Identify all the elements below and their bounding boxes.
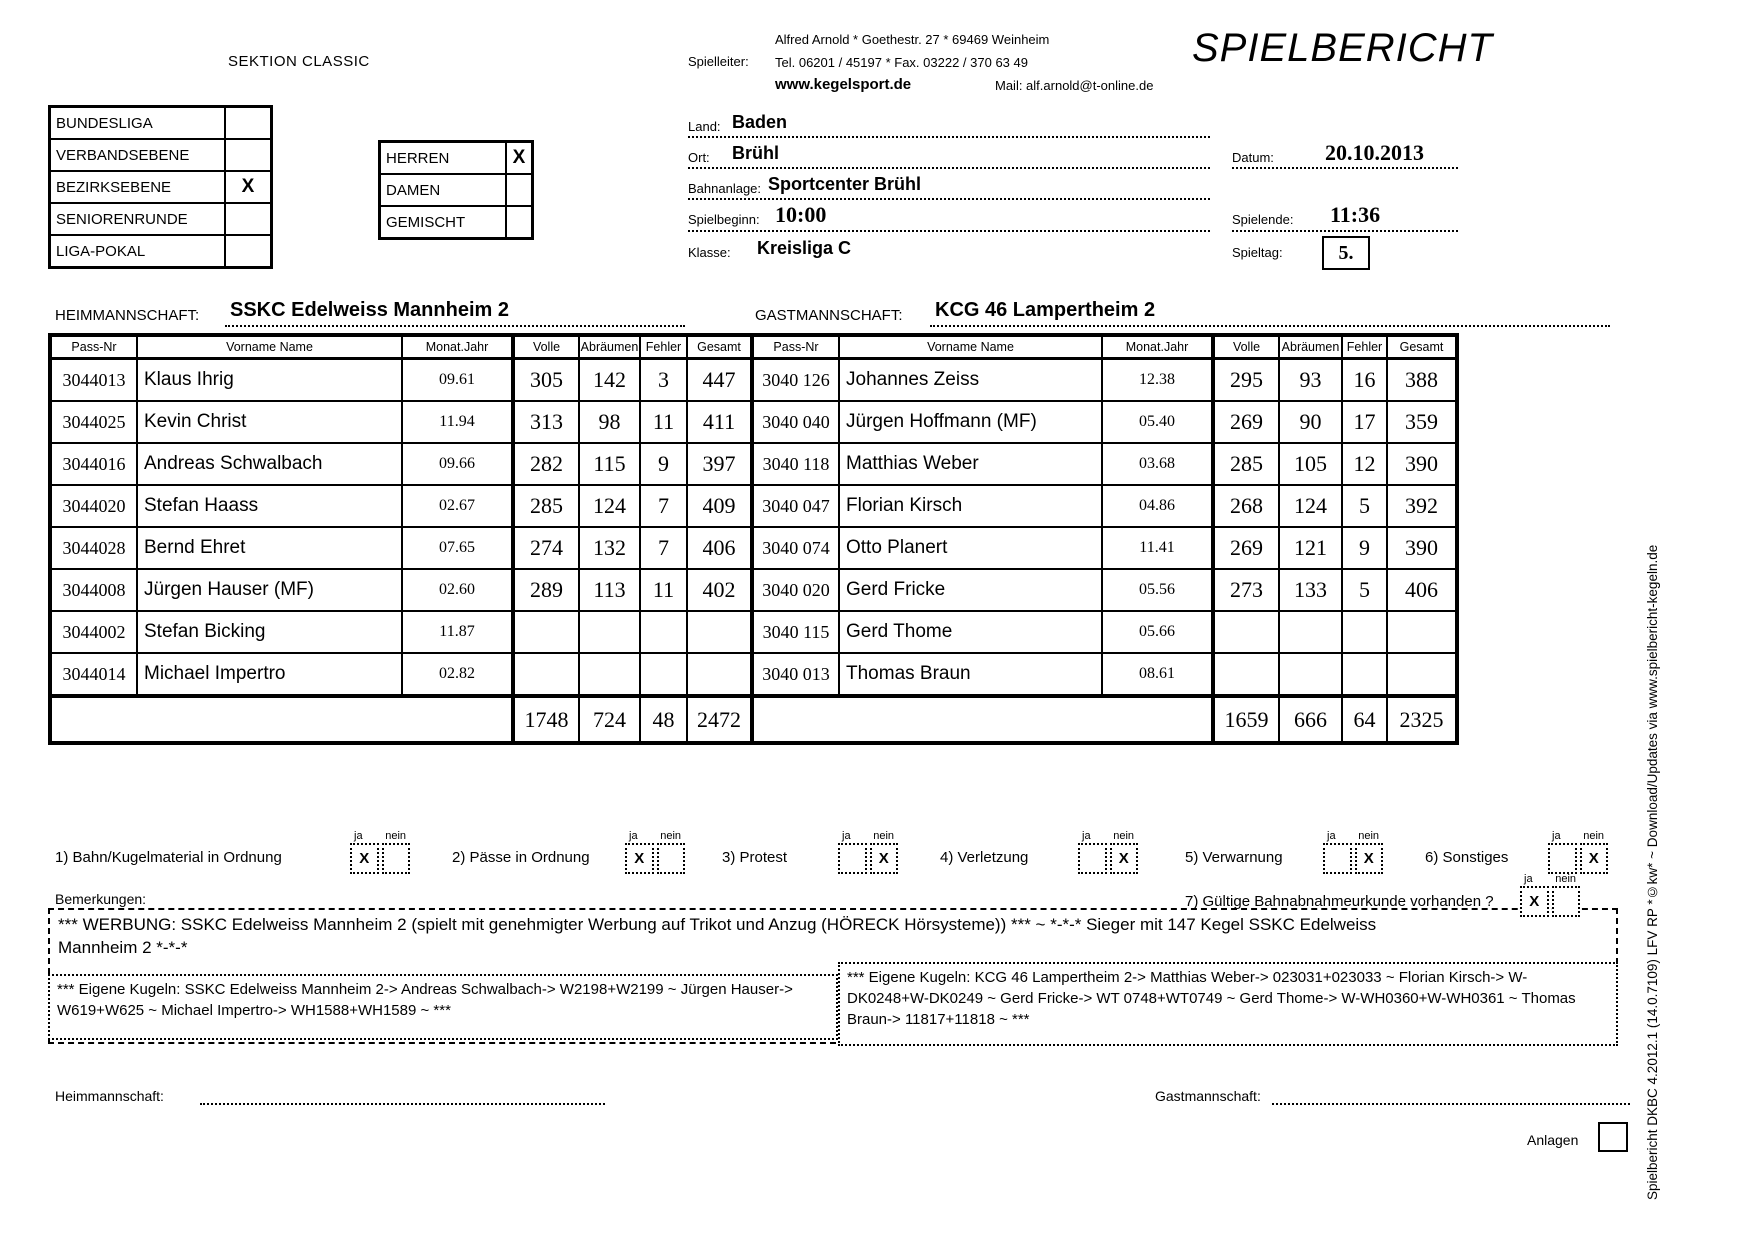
home-name-cell: Klaus Ihrig — [137, 359, 402, 402]
totals-row — [50, 696, 1457, 743]
guest-volle-cell: 295 — [1213, 359, 1279, 402]
home-monat-cell: 02.60 — [402, 569, 513, 611]
home-team-name[interactable]: SSKC Edelweiss Mannheim 2 — [230, 299, 509, 321]
guest-monat-cell: 11.41 — [1102, 527, 1213, 569]
home-gesamt-cell — [687, 653, 752, 696]
guest-abraeumen-cell: 133 — [1279, 569, 1342, 611]
guest-fehler-cell: 5 — [1342, 485, 1387, 527]
league-row — [51, 138, 270, 170]
home-monat-cell: 02.82 — [402, 653, 513, 696]
anlagen-checkbox[interactable] — [1598, 1122, 1628, 1152]
guest-abraeumen-cell — [1279, 611, 1342, 653]
spielende-value[interactable]: 11:36 — [1330, 202, 1381, 227]
gender-table — [378, 140, 534, 240]
league-row — [51, 108, 270, 138]
check-2-ja-box[interactable]: X — [625, 843, 654, 874]
home-abraeumen-cell — [579, 653, 640, 696]
guest-gesamt-cell: 390 — [1387, 443, 1457, 485]
guest-monat-cell: 12.38 — [1102, 359, 1213, 402]
league-row — [51, 202, 270, 234]
guest-team-name[interactable]: KCG 46 Lampertheim 2 — [935, 299, 1156, 321]
spielleiter-address: Alfred Arnold * Goethestr. 27 * 69469 Weinheim — [775, 32, 1050, 47]
spieltag-label: Spieltag: — [1232, 245, 1283, 260]
league-checkbox[interactable] — [224, 140, 270, 170]
home-total-gesamt: 2472 — [687, 696, 752, 743]
guest-fehler-cell: 5 — [1342, 569, 1387, 611]
check-3-ja-box[interactable] — [838, 843, 867, 874]
home-fehler-cell: 11 — [640, 569, 687, 611]
home-name-cell: Kevin Christ — [137, 401, 402, 443]
guest-fehler-cell — [1342, 611, 1387, 653]
totals-blank — [752, 696, 1213, 743]
home-name-cell: Michael Impertro — [137, 653, 402, 696]
check-2-label: 2) Pässe in Ordnung — [452, 849, 590, 866]
check-1-ja-box[interactable]: X — [350, 843, 379, 874]
gender-checkbox[interactable] — [505, 175, 531, 205]
guest-volle-cell: 268 — [1213, 485, 1279, 527]
home-name-cell: Jürgen Hauser (MF) — [137, 569, 402, 611]
home-signature-line[interactable] — [200, 1103, 605, 1105]
home-monat-cell: 11.94 — [402, 401, 513, 443]
gender-checkbox[interactable]: X — [505, 143, 531, 173]
home-total-fehler: 48 — [640, 696, 687, 743]
guest-pass-cell: 3040 047 — [752, 485, 839, 527]
spielbeginn-label: Spielbeginn: — [688, 212, 760, 227]
janein-labels: ja nein — [1082, 830, 1134, 842]
home-team-underline — [225, 325, 685, 327]
guest-pass-cell: 3040 040 — [752, 401, 839, 443]
home-gesamt-cell: 411 — [687, 401, 752, 443]
spieltag-value[interactable]: 5. — [1322, 236, 1370, 270]
column-header-home-3: Volle — [513, 335, 579, 359]
home-volle-cell: 313 — [513, 401, 579, 443]
check-5-nein-box[interactable]: X — [1355, 843, 1384, 874]
home-fehler-cell: 11 — [640, 401, 687, 443]
guest-total-fehler: 64 — [1342, 696, 1387, 743]
guest-monat-cell: 05.40 — [1102, 401, 1213, 443]
anlagen-label: Anlagen — [1527, 1132, 1579, 1148]
home-fehler-cell: 9 — [640, 443, 687, 485]
home-fehler-cell: 3 — [640, 359, 687, 402]
guest-monat-cell: 08.61 — [1102, 653, 1213, 696]
klasse-label: Klasse: — [688, 245, 731, 260]
league-label: LIGA-POKAL — [56, 242, 146, 260]
home-volle-cell — [513, 653, 579, 696]
home-abraeumen-cell — [579, 611, 640, 653]
home-monat-cell: 07.65 — [402, 527, 513, 569]
spielbeginn-value[interactable]: 10:00 — [775, 202, 827, 227]
home-volle-cell: 285 — [513, 485, 579, 527]
guest-team-label: GASTMANNSCHAFT: — [755, 307, 903, 324]
check-7-ja-box[interactable]: X — [1520, 886, 1549, 917]
guest-name-cell: Gerd Thome — [839, 611, 1102, 653]
home-gesamt-cell: 447 — [687, 359, 752, 402]
gender-checkbox[interactable] — [505, 207, 531, 237]
guest-name-cell: Matthias Weber — [839, 443, 1102, 485]
check-4-nein-box[interactable]: X — [1110, 843, 1139, 874]
table-row — [50, 611, 1457, 653]
datum-label: Datum: — [1232, 150, 1274, 165]
table-row — [50, 569, 1457, 611]
sektion-label: SEKTION CLASSIC — [228, 53, 370, 70]
guest-fehler-cell — [1342, 653, 1387, 696]
guest-name-cell: Thomas Braun — [839, 653, 1102, 696]
league-level-table — [48, 105, 273, 269]
guest-name-cell: Jürgen Hoffmann (MF) — [839, 401, 1102, 443]
check-6-boxes — [1548, 830, 1608, 874]
check-3-nein-box[interactable]: X — [870, 843, 899, 874]
check-4-label: 4) Verletzung — [940, 849, 1029, 866]
gender-label: DAMEN — [386, 181, 441, 199]
datum-value[interactable]: 20.10.2013 — [1325, 140, 1424, 165]
home-monat-cell: 02.67 — [402, 485, 513, 527]
ort-value[interactable]: Brühl — [732, 143, 779, 163]
column-header-home-6: Gesamt — [687, 335, 752, 359]
home-abraeumen-cell: 132 — [579, 527, 640, 569]
guest-total-volle: 1659 — [1213, 696, 1279, 743]
home-fehler-cell — [640, 611, 687, 653]
janein-labels: ja nein — [842, 830, 894, 842]
guest-gesamt-cell: 392 — [1387, 485, 1457, 527]
league-label: SENIORENRUNDE — [56, 210, 188, 228]
check-7-boxes — [1520, 873, 1580, 917]
home-volle-cell: 274 — [513, 527, 579, 569]
home-pass-cell: 3044013 — [50, 359, 137, 402]
guest-abraeumen-cell: 121 — [1279, 527, 1342, 569]
guest-gesamt-cell — [1387, 611, 1457, 653]
home-gesamt-cell — [687, 611, 752, 653]
check-3-boxes — [838, 830, 898, 874]
spielleiter-website: www.kegelsport.de — [775, 76, 912, 93]
guest-volle-cell: 285 — [1213, 443, 1279, 485]
bemerkungen-label: Bemerkungen: — [55, 891, 147, 907]
guest-gesamt-cell: 359 — [1387, 401, 1457, 443]
check-5-label: 5) Verwarnung — [1185, 849, 1283, 866]
home-abraeumen-cell: 98 — [579, 401, 640, 443]
guest-fehler-cell: 12 — [1342, 443, 1387, 485]
home-kugeln-box: *** Eigene Kugeln: SSKC Edelweiss Mannheim 2-> Andreas Schwalbach-> W2198+W2199 ~ Jürgen Hauser-> W619+W625 ~ Michael Impertro-> WH1588+WH1589 ~ *** — [48, 974, 838, 1040]
home-monat-cell: 09.66 — [402, 443, 513, 485]
guest-pass-cell: 3040 115 — [752, 611, 839, 653]
guest-monat-cell: 04.86 — [1102, 485, 1213, 527]
league-checkbox[interactable]: X — [224, 172, 270, 202]
column-header-guest-1: Vorname Name — [839, 335, 1102, 359]
bahnanlage-underline — [688, 198, 1210, 200]
table-row — [50, 527, 1457, 569]
ort-label: Ort: — [688, 150, 710, 165]
totals-blank — [50, 696, 513, 743]
league-label: VERBANDSEBENE — [56, 146, 190, 164]
home-name-cell: Andreas Schwalbach — [137, 443, 402, 485]
home-gesamt-cell: 409 — [687, 485, 752, 527]
column-header-guest-3: Volle — [1213, 335, 1279, 359]
check-3-label: 3) Protest — [722, 849, 788, 866]
home-volle-cell: 289 — [513, 569, 579, 611]
guest-volle-cell: 269 — [1213, 401, 1279, 443]
column-header-home-2: Monat.Jahr — [402, 335, 513, 359]
check-4-ja-box[interactable] — [1078, 843, 1107, 874]
janein-labels: ja nein — [354, 830, 406, 842]
home-abraeumen-cell: 113 — [579, 569, 640, 611]
spielende-underline — [1232, 230, 1458, 232]
guest-name-cell: Otto Planert — [839, 527, 1102, 569]
spielleiter-phone: Tel. 06201 / 45197 * Fax. 03222 / 370 63 49 — [775, 55, 1028, 70]
janein-labels: ja nein — [1327, 830, 1379, 842]
home-team-label: HEIMMANNSCHAFT: — [55, 307, 200, 324]
guest-volle-cell: 269 — [1213, 527, 1279, 569]
home-pass-cell: 3044028 — [50, 527, 137, 569]
spielleiter-email: Mail: alf.arnold@t-online.de — [995, 78, 1154, 93]
guest-gesamt-cell: 390 — [1387, 527, 1457, 569]
league-row — [51, 170, 270, 202]
check-5-boxes — [1323, 830, 1383, 874]
check-5-ja-box[interactable] — [1323, 843, 1352, 874]
guest-pass-cell: 3040 020 — [752, 569, 839, 611]
table-row — [50, 359, 1457, 402]
klasse-value[interactable]: Kreisliga C — [757, 238, 852, 258]
guest-name-cell: Florian Kirsch — [839, 485, 1102, 527]
spielende-label: Spielende: — [1232, 212, 1294, 227]
league-checkbox[interactable] — [224, 236, 270, 266]
table-row — [50, 653, 1457, 696]
column-header-guest-4: Abräumen — [1279, 335, 1342, 359]
league-checkbox[interactable] — [224, 108, 270, 138]
gender-label: GEMISCHT — [386, 213, 466, 231]
home-pass-cell: 3044008 — [50, 569, 137, 611]
check-2-nein-box[interactable] — [657, 843, 686, 874]
column-header-guest-0: Pass-Nr — [752, 335, 839, 359]
guest-team-underline — [930, 325, 1610, 327]
home-name-cell: Stefan Haass — [137, 485, 402, 527]
home-gesamt-cell: 406 — [687, 527, 752, 569]
table-row — [50, 443, 1457, 485]
home-signature-label: Heimmannschaft: — [55, 1088, 164, 1104]
column-header-home-0: Pass-Nr — [50, 335, 137, 359]
side-note-vertical-text: Spielbericht DKBC 4.2012.1 (14.0.7109) LFV RP *©kw* ~ Download/Updates via www.spielbericht-kegeln.de — [1645, 544, 1660, 1200]
home-abraeumen-cell: 124 — [579, 485, 640, 527]
league-label: BEZIRKSEBENE — [56, 178, 172, 196]
page-title: SPIELBERICHT — [1192, 26, 1493, 70]
guest-name-cell: Gerd Fricke — [839, 569, 1102, 611]
guest-signature-line[interactable] — [1272, 1103, 1630, 1105]
guest-volle-cell: 273 — [1213, 569, 1279, 611]
guest-monat-cell: 05.66 — [1102, 611, 1213, 653]
home-name-cell: Bernd Ehret — [137, 527, 402, 569]
datum-underline — [1232, 167, 1458, 169]
land-underline — [688, 136, 1210, 138]
league-label: BUNDESLIGA — [56, 114, 153, 132]
home-volle-cell: 305 — [513, 359, 579, 402]
guest-name-cell: Johannes Zeiss — [839, 359, 1102, 402]
spielbeginn-underline — [688, 230, 1210, 232]
home-volle-cell — [513, 611, 579, 653]
home-total-volle: 1748 — [513, 696, 579, 743]
column-header-home-1: Vorname Name — [137, 335, 402, 359]
home-pass-cell: 3044016 — [50, 443, 137, 485]
gender-row — [381, 143, 531, 173]
land-value[interactable]: Baden — [732, 112, 788, 132]
home-pass-cell: 3044002 — [50, 611, 137, 653]
janein-labels: ja nein — [1552, 830, 1604, 842]
ort-underline — [688, 167, 1210, 169]
guest-pass-cell: 3040 074 — [752, 527, 839, 569]
home-volle-cell: 282 — [513, 443, 579, 485]
home-monat-cell: 09.61 — [402, 359, 513, 402]
guest-abraeumen-cell: 124 — [1279, 485, 1342, 527]
table-row — [50, 401, 1457, 443]
guest-abraeumen-cell — [1279, 653, 1342, 696]
guest-volle-cell — [1213, 653, 1279, 696]
league-checkbox[interactable] — [224, 204, 270, 234]
gender-label: HERREN — [386, 149, 450, 167]
spielleiter-label: Spielleiter: — [688, 54, 749, 69]
guest-abraeumen-cell: 93 — [1279, 359, 1342, 402]
gender-row — [381, 173, 531, 205]
guest-volle-cell — [1213, 611, 1279, 653]
home-pass-cell: 3044014 — [50, 653, 137, 696]
guest-total-abraeumen: 666 — [1279, 696, 1342, 743]
guest-monat-cell: 05.56 — [1102, 569, 1213, 611]
column-header-guest-5: Fehler — [1342, 335, 1387, 359]
guest-monat-cell: 03.68 — [1102, 443, 1213, 485]
home-gesamt-cell: 397 — [687, 443, 752, 485]
land-label: Land: — [688, 119, 721, 134]
home-gesamt-cell: 402 — [687, 569, 752, 611]
guest-pass-cell: 3040 126 — [752, 359, 839, 402]
check-1-label: 1) Bahn/Kugelmaterial in Ordnung — [55, 849, 282, 866]
guest-kugeln-box: *** Eigene Kugeln: KCG 46 Lampertheim 2-> Matthias Weber-> 023031+023033 ~ Florian Kirsch-> W-DK0248+W-DK0249 ~ Gerd Fricke-> WT 0748+WT0749 ~ Gerd Thome-> W-WH0360+W-WH0361 ~ Thomas Braun-> 11817+11818 ~ *** — [838, 962, 1618, 1046]
check-6-ja-box[interactable] — [1548, 843, 1577, 874]
home-name-cell: Stefan Bicking — [137, 611, 402, 653]
results-table — [48, 333, 1459, 745]
guest-gesamt-cell — [1387, 653, 1457, 696]
check-1-nein-box[interactable] — [382, 843, 411, 874]
guest-pass-cell: 3040 013 — [752, 653, 839, 696]
check-6-label: 6) Sonstiges — [1425, 849, 1509, 866]
home-total-abraeumen: 724 — [579, 696, 640, 743]
column-header-guest-6: Gesamt — [1387, 335, 1457, 359]
guest-total-gesamt: 2325 — [1387, 696, 1457, 743]
home-abraeumen-cell: 115 — [579, 443, 640, 485]
home-pass-cell: 3044020 — [50, 485, 137, 527]
guest-fehler-cell: 17 — [1342, 401, 1387, 443]
home-monat-cell: 11.87 — [402, 611, 513, 653]
check-1-boxes — [350, 830, 410, 874]
guest-fehler-cell: 16 — [1342, 359, 1387, 402]
home-fehler-cell — [640, 653, 687, 696]
gender-row — [381, 205, 531, 237]
bahnanlage-value[interactable]: Sportcenter Brühl — [768, 174, 922, 194]
janein-labels: ja nein — [629, 830, 681, 842]
column-header-guest-2: Monat.Jahr — [1102, 335, 1213, 359]
guest-gesamt-cell: 388 — [1387, 359, 1457, 402]
guest-signature-label: Gastmannschaft: — [1155, 1088, 1261, 1104]
werbung-text: *** WERBUNG: SSKC Edelweiss Mannheim 2 (spielt mit genehmigter Werbung auf Trikot und Anzug (HÖRECK Hörsysteme)) *** ~ *-*-* Sieger mit 147 Kegel SSKC Edelweiss Mannheim 2 *-*-* — [58, 915, 1377, 957]
guest-pass-cell: 3040 118 — [752, 443, 839, 485]
table-row — [50, 485, 1457, 527]
check-6-nein-box[interactable]: X — [1580, 843, 1609, 874]
check-7-label: 7) Gültige Bahnabnahmeurkunde vorhanden ? — [1185, 893, 1494, 910]
guest-abraeumen-cell: 90 — [1279, 401, 1342, 443]
column-header-home-4: Abräumen — [579, 335, 640, 359]
league-row — [51, 234, 270, 266]
check-4-boxes — [1078, 830, 1138, 874]
check-7-nein-box[interactable] — [1552, 886, 1581, 917]
check-2-boxes — [625, 830, 685, 874]
home-abraeumen-cell: 142 — [579, 359, 640, 402]
home-fehler-cell: 7 — [640, 527, 687, 569]
home-pass-cell: 3044025 — [50, 401, 137, 443]
home-fehler-cell: 7 — [640, 485, 687, 527]
column-header-home-5: Fehler — [640, 335, 687, 359]
bahnanlage-label: Bahnanlage: — [688, 181, 762, 196]
guest-abraeumen-cell: 105 — [1279, 443, 1342, 485]
guest-gesamt-cell: 406 — [1387, 569, 1457, 611]
guest-fehler-cell: 9 — [1342, 527, 1387, 569]
janein-labels: ja nein — [1524, 873, 1576, 885]
